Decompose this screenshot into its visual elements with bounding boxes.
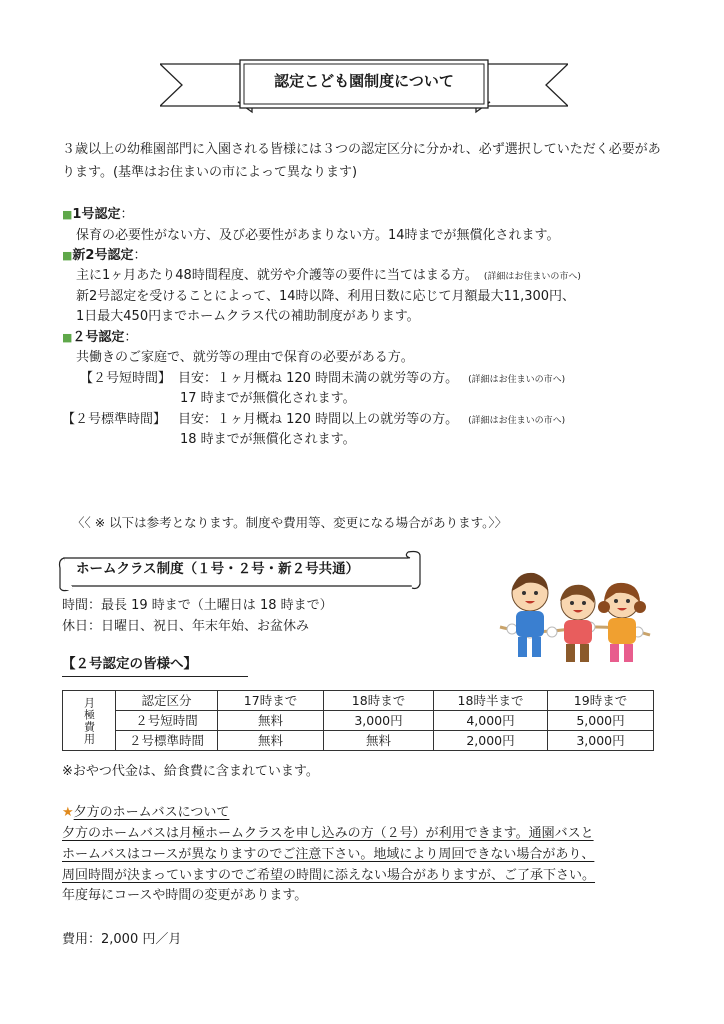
table-cell: ２号短時間: [116, 711, 218, 731]
table-row: [63, 711, 654, 731]
page-title: 認定こども園制度について: [274, 72, 454, 90]
cert-new2-desc3: 1日最大450円までホームクラス代の補助制度があります。: [76, 309, 420, 324]
header-cell: 18時半まで: [434, 691, 548, 711]
homeclass-banner: [58, 548, 426, 594]
table-row: [63, 731, 654, 751]
children-illustration: [490, 565, 660, 675]
header-cell: 18時まで: [324, 691, 434, 711]
header-cell: 17時まで: [218, 691, 324, 711]
bullet-square-icon: ■: [62, 331, 73, 344]
bus-title-line: [62, 803, 229, 823]
cert2-short-line2: 17 時までが無償化されます。: [180, 391, 356, 406]
intro-paragraph: ３歳以上の幼稚園部門に入園される皆様には３つの認定区分に分かれ、必ず選択していただく必要があります。(基準はお住まいの市によって異なります): [62, 142, 661, 180]
snack-note: ※おやつ代金は、給食費に含まれています。: [62, 764, 319, 779]
cert2-short-label: 【２号短時間】: [80, 371, 172, 386]
cert1-heading: 1号認定: [72, 207, 121, 222]
table-cell: 無料: [324, 731, 434, 751]
table-cell: 5,000円: [548, 711, 654, 731]
bullet-square-icon: ■: [62, 208, 73, 221]
cert2-desc: 共働きのご家庭で、就労等の理由で保育の必要がある方。: [76, 350, 414, 365]
bus-line1: 夕方のホームバスは月極ホームクラスを申し込みの方（２号）が利用できます。通園バスと: [62, 826, 594, 841]
homeclass-hours: 時間：最長 19 時まで（土曜日は 18 時まで）: [62, 598, 333, 613]
cert2-std-line2: 18 時までが無償化されます。: [180, 432, 356, 447]
cert2-heading: ２号認定: [72, 330, 125, 345]
table-cell: 4,000円: [434, 711, 548, 731]
bus-title: 夕方のホームバスについて: [73, 805, 230, 820]
table-cell: 無料: [218, 711, 324, 731]
reference-note: 〈〈 ※ 以下は参考となります。制度や費用等、変更になる場合があります。〉〉: [72, 515, 508, 530]
cert1-desc: 保育の必要性がない方、及び必要性があまりない方。14時までが無償化されます。: [76, 228, 560, 243]
side-label: 月極費用: [63, 691, 116, 751]
table-cell: 無料: [218, 731, 324, 751]
header-cell: 認定区分: [116, 691, 218, 711]
cert-new2-desc1: 主に1ヶ月あたり48時間程度、就労や介護等の要件に当てはまる方。 (詳細はお住まいの市へ): [76, 268, 581, 283]
bus-line4: 年度毎にコースや時間の変更があります。: [62, 888, 308, 903]
homeclass-title: ホームクラス制度（１号・２号・新２号共通）: [76, 561, 360, 577]
cert2-std-note: (詳細はお住まいの市へ): [468, 416, 566, 426]
table-cell: 3,000円: [548, 731, 654, 751]
header-cell: 19時まで: [548, 691, 654, 711]
cert2-heading-line: ■２号認定：: [62, 330, 138, 345]
table-cell: 2,000円: [434, 731, 548, 751]
cert-new2-note: (詳細はお住まいの市へ): [483, 272, 581, 282]
title-ribbon: [160, 50, 568, 120]
cert2-std-label: 【２号標準時間】: [62, 412, 167, 427]
cert2-short-line1: 目安：１ヶ月概ね 120 時間未満の就労等の方。 (詳細はお住まいの市へ): [178, 371, 566, 386]
cert-new2-desc2: 新2号認定を受けることによって、14時以降、利用日数に応じて月額最大11,300円、: [76, 289, 576, 304]
cert-new2-heading: 新2号認定: [72, 248, 134, 263]
bus-line3: 周回時間が決まっていますのでご希望の時間に添えない場合がありますが、ご了承下さい。: [62, 868, 596, 883]
table-row: [63, 691, 654, 711]
fee-section-heading: 【２号認定の皆様へ】: [62, 653, 248, 677]
star-icon: ★: [62, 805, 74, 820]
bullet-square-icon: ■: [62, 249, 73, 262]
cert-new2-heading-line: ■新2号認定：: [62, 248, 147, 263]
bus-line2: ホームバスはコースが異なりますのでご注意下さい。地域により周回できない場合があり、: [62, 847, 595, 862]
cert2-std-line1: 目安：１ヶ月概ね 120 時間以上の就労等の方。 (詳細はお住まいの市へ): [178, 412, 566, 427]
cert1-heading-line: ■1号認定：: [62, 207, 134, 222]
bus-fee: 費用：2,000 円／月: [62, 932, 182, 947]
cert2-short-note: (詳細はお住まいの市へ): [468, 375, 566, 385]
homeclass-holidays: 休日：日曜日、祝日、年末年始、お盆休み: [62, 619, 310, 634]
table-cell: 3,000円: [324, 711, 434, 731]
table-cell: ２号標準時間: [116, 731, 218, 751]
fee-table: [62, 690, 654, 751]
